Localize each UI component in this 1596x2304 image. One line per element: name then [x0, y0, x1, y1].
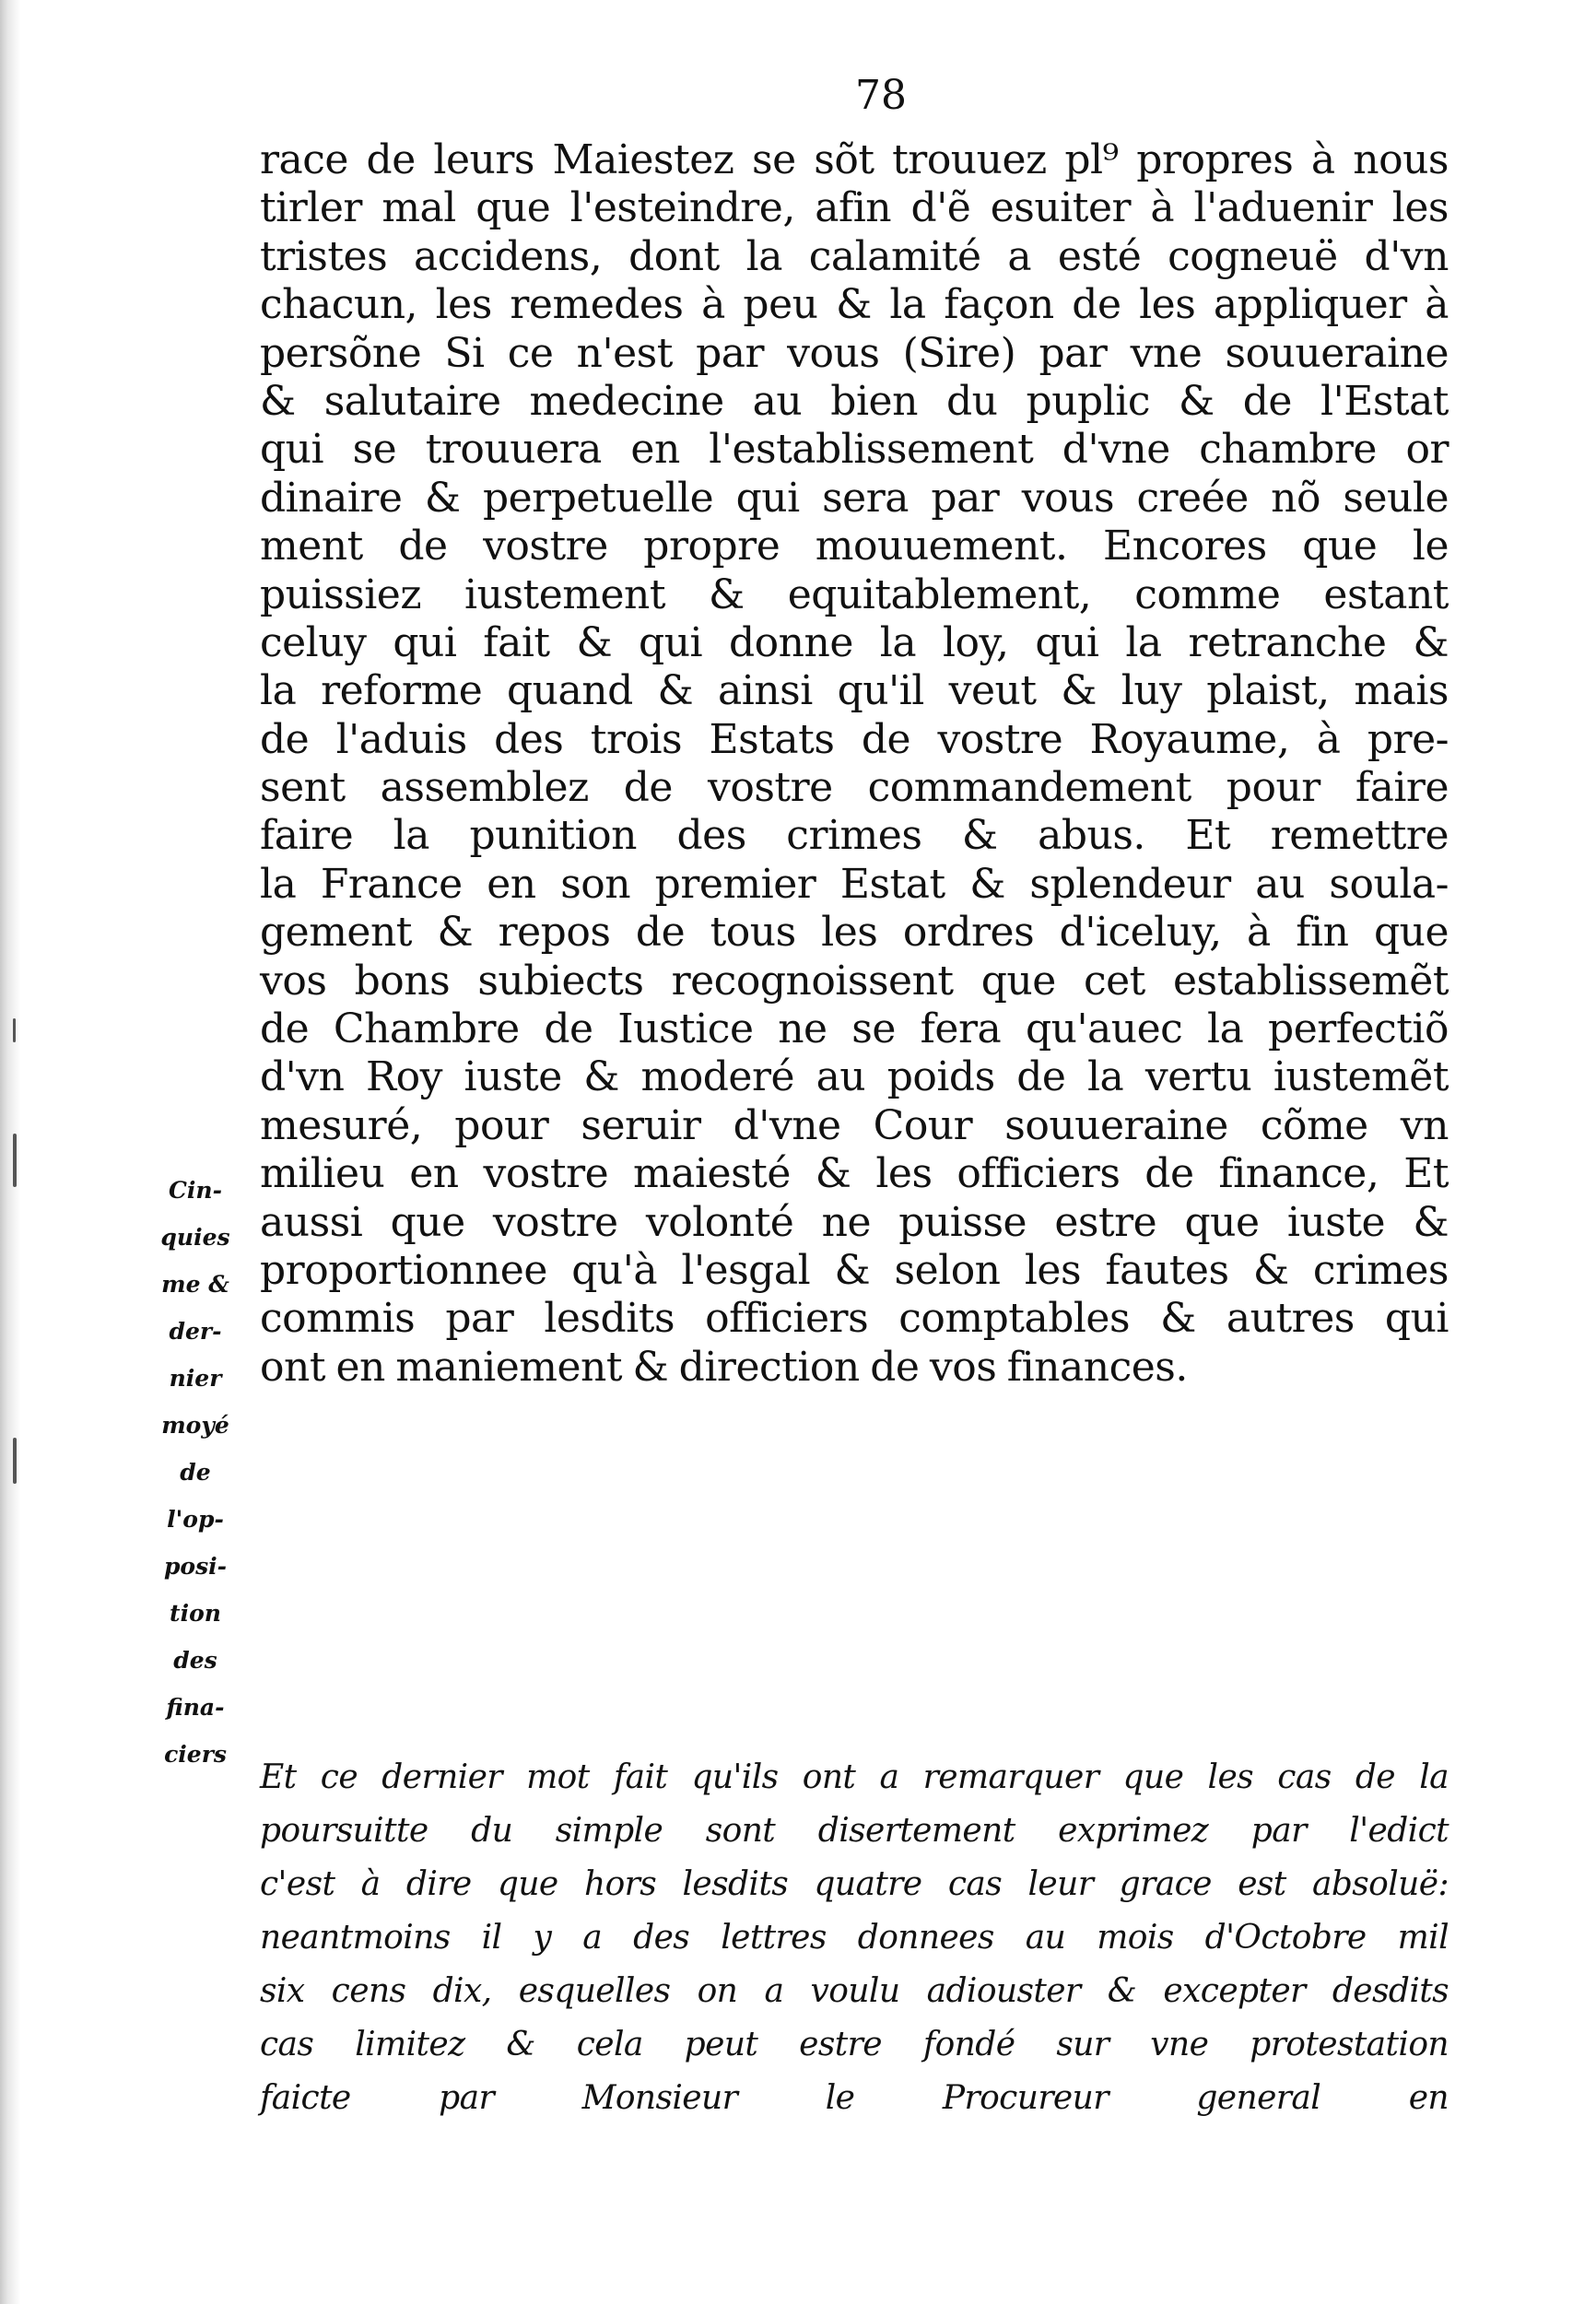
italic-line: faicte par Monsieur le Procureur general en [260, 2079, 1449, 2117]
body-line: puissiez iustement & equitablement, comme estant [260, 570, 1449, 618]
body-line: faire la punition des crimes & abus. Et remettre [260, 812, 1449, 860]
italic-line: six cens dix, esquelles on a voulu adiouster & excepter desdits [260, 1972, 1449, 2010]
margin-note-line: Cin- [169, 1177, 222, 1204]
body-line: proportionnee qu'à l'esgal & selon les fautes & crimes [260, 1246, 1449, 1294]
body-line: celuy qui fait & qui donne la loy, qui la retranche & [260, 618, 1449, 666]
italic-line: Et ce dernier mot fait qu'ils ont a remarquer que les cas de la [260, 1758, 1449, 1796]
body-line: gement & repos de tous les ordres d'iceluy, à fin que [260, 909, 1449, 957]
body-line: ment de vostre propre mouuement. Encores que le [260, 523, 1449, 570]
binding-mark [13, 1438, 17, 1484]
body-line: commis par lesdits officiers comptables & autres qui [260, 1295, 1449, 1343]
binding-mark [13, 1018, 16, 1042]
body-text [260, 136, 1449, 1392]
margin-note-line: posi- [163, 1553, 228, 1580]
body-line: aussi que vostre volonté ne puisse estre que iuste & [260, 1198, 1449, 1246]
margin-note-line: quies [160, 1224, 230, 1251]
body-line: sent assemblez de vostre commandement pour faire [260, 764, 1449, 812]
page-number: 78 [855, 72, 907, 119]
body-line: vos bons subiects recognoissent que cet establissemẽt [260, 957, 1449, 1005]
body-line: tirler mal que l'esteindre, afin d'ẽ esuiter à l'aduenir les [260, 184, 1449, 232]
margin-note-line: des [173, 1647, 217, 1674]
margin-note-line: de [180, 1459, 211, 1486]
margin-note-line: moyé [161, 1412, 229, 1439]
body-line: ont en maniement & direction de vos finances. [260, 1343, 1188, 1391]
body-line: chacun, les remedes à peu & la façon de les appliquer à [260, 281, 1449, 329]
margin-note-line: ciers [164, 1741, 227, 1768]
body-line: la France en son premier Estat & splendeur au soula- [260, 860, 1449, 908]
body-line: qui se trouuera en l'establissement d'vne chambre or [260, 426, 1449, 474]
body-line: dinaire & perpetuelle qui sera par vous creée nõ seule [260, 474, 1449, 522]
margin-note-line: me & [161, 1271, 229, 1298]
margin-note-line: nier [169, 1365, 222, 1392]
page-gutter-shadow [0, 0, 20, 2304]
body-line: mesuré, pour seruir d'vne Cour souueraine cõme vn [260, 1101, 1449, 1149]
italic-line: poursuitte du simple sont disertement exprimez par l'edict [260, 1812, 1449, 1850]
body-line: & salutaire medecine au bien du puplic & de l'Estat [260, 377, 1449, 425]
body-line: la reforme quand & ainsi qu'il veut & luy plaist, mais [260, 667, 1449, 715]
body-line: milieu en vostre maiesté & les officiers de finance, Et [260, 1150, 1449, 1198]
body-line: persõne Si ce n'est par vous (Sire) par vne souueraine [260, 329, 1449, 377]
italic-line: c'est à dire que hors lesdits quatre cas leur grace est absoluë: [260, 1865, 1449, 1903]
body-line: d'vn Roy iuste & moderé au poids de la vertu iustemẽt [260, 1053, 1449, 1101]
margin-note-line: tion [170, 1600, 221, 1627]
margin-note-line: fina- [166, 1694, 225, 1721]
margin-note-line: l'op- [167, 1506, 224, 1533]
italic-line: neantmoins il y a des lettres donnees au mois d'Octobre mil [260, 1919, 1449, 1957]
margin-note [151, 1167, 240, 1778]
body-line: de l'aduis des trois Estats de vostre Royaume, à pre- [260, 715, 1449, 763]
margin-note-line: der- [169, 1318, 222, 1345]
body-line: tristes accidens, dont la calamité a esté cogneuë d'vn [260, 232, 1449, 280]
body-line: de Chambre de Iustice ne se fera qu'auec la perfectiõ [260, 1005, 1449, 1053]
italic-passage [260, 1751, 1449, 2125]
body-line: race de leurs Maiestez se sõt trouuez pl⁹ propres à nous [260, 136, 1449, 183]
binding-mark [13, 1134, 17, 1187]
italic-line: cas limitez & cela peut estre fondé sur vne protestation [260, 2026, 1449, 2063]
